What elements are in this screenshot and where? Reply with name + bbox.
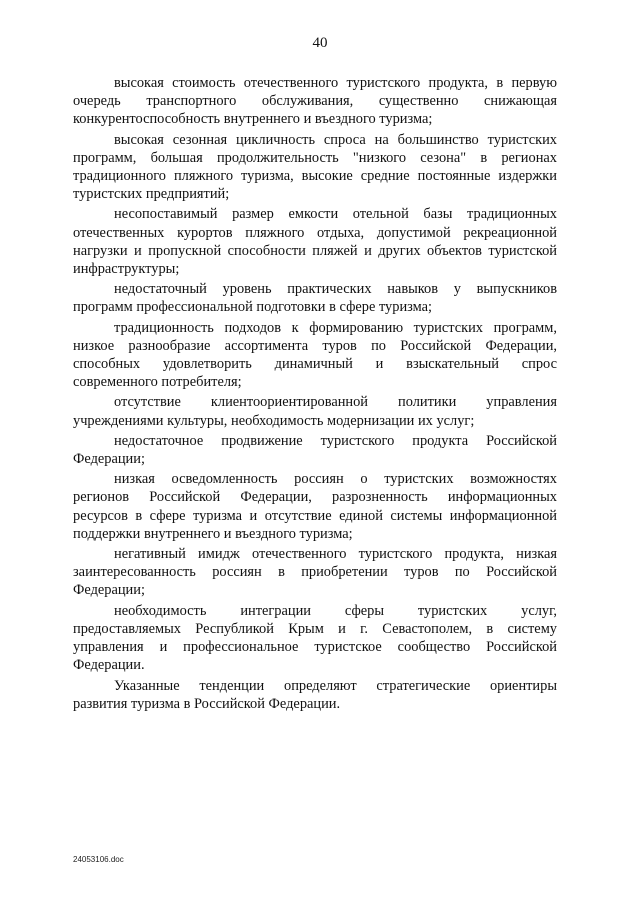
text-line: Указанные тенденции определяют стратегические ориентиры [114, 677, 557, 694]
text-line: заинтересованность россиян в приобретении туров по Российской [73, 564, 557, 581]
paragraph [73, 205, 557, 278]
paragraph [73, 602, 557, 675]
text-line: регионов Российской Федерации, разрозненность информационных [73, 489, 557, 506]
text-line: развития туризма в Российской Федерации. [73, 695, 341, 712]
text-line: недостаточный уровень практических навыков у выпускников [114, 281, 557, 298]
paragraph [73, 677, 557, 713]
text-line: Федерации. [73, 657, 145, 674]
text-line: очередь транспортного обслуживания, существенно снижающая [73, 93, 557, 110]
document-body [73, 74, 557, 713]
text-line: отечественных курортов пляжного отдыха, допустимой рекреационной [73, 224, 557, 241]
text-line: нагрузки и пропускной способности пляжей и других объектов туристской [73, 242, 557, 259]
text-line: конкурентоспособность внутреннего и въездного туризма; [73, 111, 433, 128]
text-line: программ, большая продолжительность "низкого сезона" в регионах [73, 149, 557, 166]
text-line: негативный имидж отечественного туристского продукта, низкая [114, 546, 557, 563]
text-line: высокая стоимость отечественного туристского продукта, в первую [114, 75, 557, 91]
paragraph [73, 393, 557, 429]
text-line: туристских предприятий; [73, 186, 230, 203]
text-line: традиционность подходов к формированию туристских программ, [114, 319, 557, 336]
page-number: 40 [312, 35, 328, 51]
text-line: программ профессиональной подготовки в сфере туризма; [73, 299, 433, 316]
text-line: ресурсов в сфере туризма и отсутствие единой системы информационной [73, 507, 557, 524]
text-line: учреждениями культуры, необходимость модернизации их услуг; [73, 412, 475, 429]
file-name-footer: 24053106.doc [73, 855, 124, 864]
text-line: способных удовлетворить динамичный и взыскательный спрос [73, 356, 557, 373]
text-line: традиционного пляжного туризма, высокие средние постоянные издержки [73, 168, 557, 185]
text-line: низкая осведомленность россиян о туристских возможностях [114, 471, 557, 488]
paragraph [73, 131, 557, 204]
text-line: Федерации; [73, 582, 145, 599]
paragraph [73, 470, 557, 543]
text-line: поддержки внутреннего и въездного туризма; [73, 525, 353, 542]
paragraph [73, 545, 557, 600]
text-line: отсутствие клиентоориентированной политики управления [114, 394, 557, 411]
text-line: необходимость интеграции сферы туристских услуг, [114, 602, 557, 619]
text-line: несопоставимый размер емкости отельной базы традиционных [114, 206, 557, 223]
text-line: Федерации; [73, 451, 145, 468]
paragraph [73, 432, 557, 468]
text-line: предоставляемых Республикой Крым и г. Севастополем, в систему [73, 620, 557, 637]
text-line: недостаточное продвижение туристского продукта Российской [114, 432, 557, 449]
paragraph [73, 319, 557, 392]
paragraph [73, 74, 557, 129]
text-line: управления и профессиональное туристское сообщество Российской [73, 639, 557, 656]
paragraph [73, 280, 557, 316]
text-line: низкое разнообразие ассортимента туров по Российской Федерации, [73, 337, 557, 354]
text-line: современного потребителя; [73, 374, 242, 391]
text-line: инфраструктуры; [73, 261, 180, 278]
text-line: высокая сезонная цикличность спроса на большинство туристских [114, 131, 557, 148]
